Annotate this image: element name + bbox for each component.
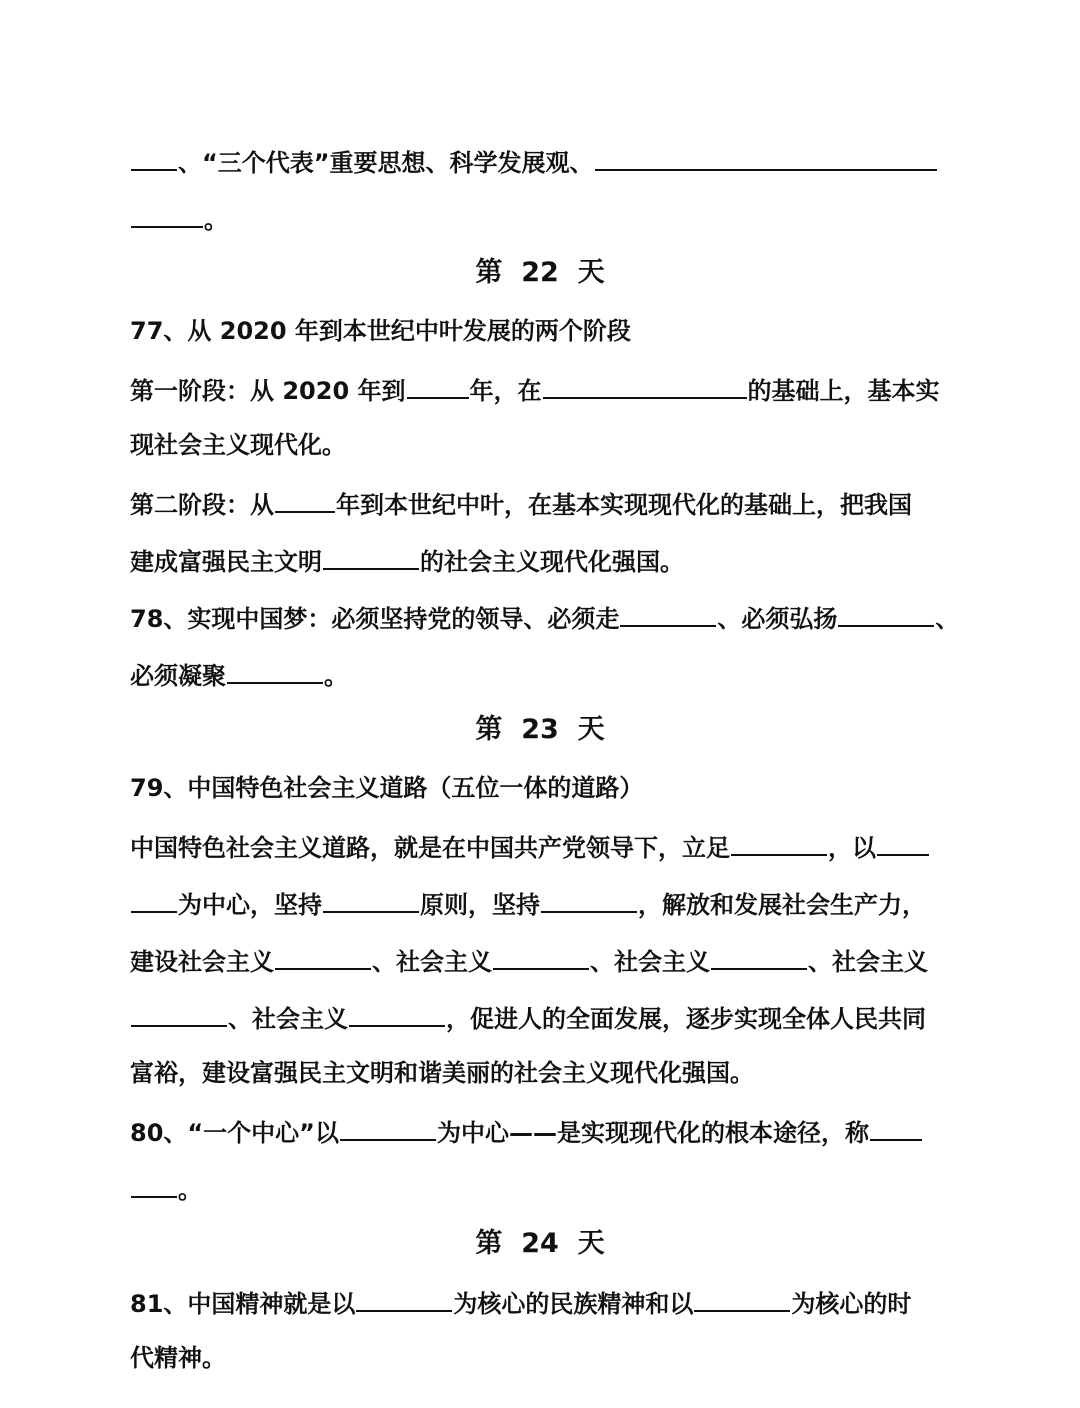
line-text: 必须凝聚: [130, 662, 226, 690]
line-text: 为中心——是实现现代化的根本途径，称: [436, 1119, 869, 1147]
line-text: 。: [324, 662, 348, 690]
day-heading: 第 24 天: [475, 1228, 605, 1259]
text-line: [130, 430, 346, 460]
line-text: 、社会主义: [808, 948, 928, 976]
fill-blank: [543, 373, 747, 399]
line-text: 81、中国精神就是以: [130, 1290, 356, 1318]
line-text: 80、“一个中心”以: [130, 1119, 339, 1147]
fill-blank: [711, 944, 807, 970]
question-title: [130, 316, 631, 346]
fill-blank: [340, 1115, 436, 1141]
text-line: [130, 601, 959, 634]
fill-blank: [877, 830, 929, 856]
line-text: 、“三个代表”重要思想、科学发展观、: [178, 149, 594, 177]
line-text: 、社会主义: [372, 948, 492, 976]
text-line: [130, 944, 928, 977]
line-text: 现社会主义现代化。: [130, 431, 346, 459]
line-text: 年，在: [469, 377, 542, 405]
line-text: ，解放和发展社会生产力，: [638, 891, 926, 919]
line-text: 的基础上，基本实: [747, 377, 940, 405]
text-line: [130, 830, 930, 863]
fill-blank: [275, 944, 371, 970]
text-line: [130, 1058, 754, 1088]
text-line: [130, 887, 926, 920]
line-text: 为核心的时: [791, 1290, 912, 1318]
fill-blank: [620, 601, 716, 627]
text-line: [130, 1172, 202, 1205]
line-text: 78、实现中国梦：必须坚持党的领导、必须走: [130, 605, 620, 633]
line-text: 。: [178, 1176, 202, 1204]
text-line: [130, 202, 228, 235]
fill-blank: [595, 145, 937, 171]
day-heading: 第 22 天: [475, 257, 605, 288]
line-text: 、必须弘扬: [717, 605, 838, 633]
line-text: ，促进人的全面发展，逐步实现全体人民共同: [446, 1005, 926, 1033]
day-heading: 第 23 天: [475, 714, 605, 745]
fill-blank: [131, 145, 177, 171]
text-line: [130, 544, 684, 577]
fill-blank: [275, 487, 335, 513]
fill-blank: [349, 1001, 445, 1027]
line-text: 、社会主义: [590, 948, 710, 976]
question-title: [130, 773, 643, 803]
line-text: ，以: [828, 834, 876, 862]
text-line: [130, 487, 912, 520]
text-line: [130, 145, 938, 178]
line-text: 建设社会主义: [130, 948, 274, 976]
line-text: 、社会主义: [228, 1005, 348, 1033]
line-text: 、: [935, 605, 960, 633]
line-text: 的社会主义现代化强国。: [420, 548, 684, 576]
text-line: [130, 658, 348, 691]
line-text: 建成富强民主文明: [130, 548, 322, 576]
line-text: 为核心的民族精神和以: [453, 1290, 694, 1318]
fill-blank: [323, 887, 419, 913]
fill-blank: [323, 544, 419, 570]
line-text: 为中心，坚持: [178, 891, 322, 919]
line-text: 。: [204, 206, 228, 234]
fill-blank: [131, 887, 177, 913]
line-text: 富裕，建设富强民主文明和谐美丽的社会主义现代化强国。: [130, 1059, 754, 1087]
text-line: [130, 373, 940, 406]
fill-blank: [731, 830, 827, 856]
text-line: [130, 1115, 923, 1148]
fill-blank: [131, 1001, 227, 1027]
line-text: 第二阶段：从: [130, 491, 274, 519]
line-text: 代精神。: [130, 1344, 226, 1372]
fill-blank: [356, 1286, 452, 1312]
fill-blank: [493, 944, 589, 970]
line-text: 77、从 2020 年到本世纪中叶发展的两个阶段: [130, 317, 631, 345]
text-line: [130, 1001, 926, 1034]
fill-blank: [407, 373, 469, 399]
fill-blank: [131, 1172, 177, 1198]
line-text: 年到本世纪中叶，在基本实现现代化的基础上，把我国: [336, 491, 912, 519]
fill-blank: [227, 658, 323, 684]
fill-blank: [870, 1115, 922, 1141]
text-line: [130, 1286, 911, 1319]
line-text: 第一阶段：从 2020 年到: [130, 377, 406, 405]
fill-blank: [541, 887, 637, 913]
line-text: 原则，坚持: [420, 891, 540, 919]
line-text: 中国特色社会主义道路，就是在中国共产党领导下，立足: [130, 834, 730, 862]
fill-blank: [838, 601, 934, 627]
fill-blank: [131, 202, 203, 228]
text-line: [130, 1343, 226, 1373]
line-text: 79、中国特色社会主义道路（五位一体的道路）: [130, 774, 644, 802]
fill-blank: [694, 1286, 790, 1312]
